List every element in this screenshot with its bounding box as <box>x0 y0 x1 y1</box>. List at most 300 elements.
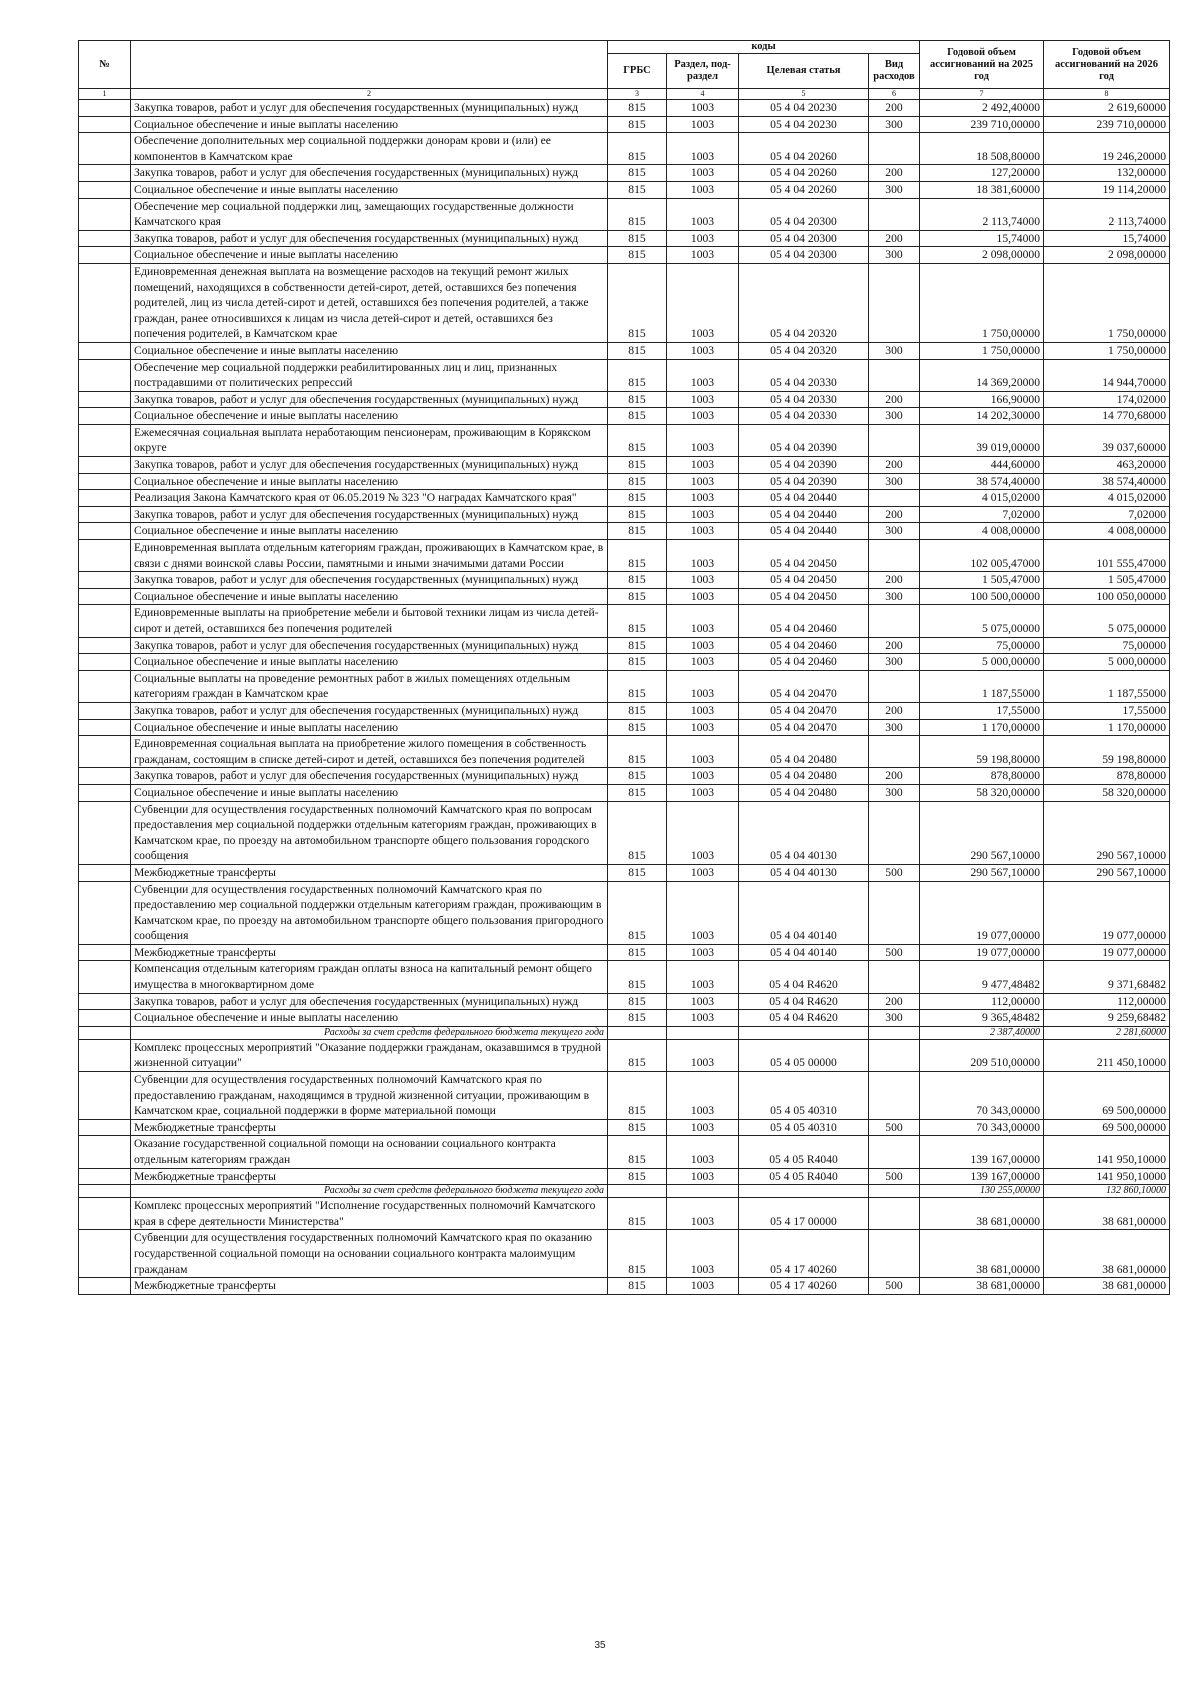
table-row <box>79 181 1170 198</box>
grbs-cell: 815 <box>608 719 667 736</box>
expense-type-cell <box>869 359 920 391</box>
row-number-cell <box>79 263 131 342</box>
amount-2026: 9 259,68482 <box>1044 1010 1170 1027</box>
table-row <box>79 864 1170 881</box>
razdel-cell: 1003 <box>667 523 739 540</box>
budget-sheet <box>78 40 1170 1295</box>
amount-2025: 18 381,60000 <box>920 181 1044 198</box>
row-name: Межбюджетные трансферты <box>131 864 608 881</box>
amount-2026: 101 555,47000 <box>1044 540 1170 572</box>
razdel-cell: 1003 <box>667 424 739 456</box>
razdel-cell: 1003 <box>667 133 739 165</box>
target-article-cell: 05 4 04 20390 <box>739 457 869 474</box>
row-name: Межбюджетные трансферты <box>131 1119 608 1136</box>
grbs-cell: 815 <box>608 1039 667 1071</box>
razdel-cell: 1003 <box>667 198 739 230</box>
amount-2025: 112,00000 <box>920 993 1044 1010</box>
table-row <box>79 1072 1170 1120</box>
grbs-cell: 815 <box>608 457 667 474</box>
grbs-cell: 815 <box>608 881 667 944</box>
grbs-cell: 815 <box>608 944 667 961</box>
razdel-cell: 1003 <box>667 1119 739 1136</box>
razdel-cell <box>667 1026 739 1039</box>
row-name: Социальное обеспечение и иные выплаты населению <box>131 473 608 490</box>
amount-2026: 290 567,10000 <box>1044 801 1170 864</box>
row-number-cell <box>79 490 131 507</box>
table-row <box>79 230 1170 247</box>
expense-type-cell: 300 <box>869 408 920 425</box>
expense-type-cell: 200 <box>869 391 920 408</box>
amount-2026: 1 750,00000 <box>1044 342 1170 359</box>
amount-2026: 878,80000 <box>1044 768 1170 785</box>
expense-type-cell: 300 <box>869 654 920 671</box>
expense-type-cell <box>869 490 920 507</box>
column-index: 1 <box>79 89 131 100</box>
amount-2026: 38 681,00000 <box>1044 1278 1170 1295</box>
grbs-cell: 815 <box>608 1119 667 1136</box>
row-name: Закупка товаров, работ и услуг для обеспечения государственных (муниципальных) нужд <box>131 100 608 117</box>
row-number-cell <box>79 116 131 133</box>
amount-2025: 70 343,00000 <box>920 1119 1044 1136</box>
row-name: Социальное обеспечение и иные выплаты населению <box>131 342 608 359</box>
expense-type-cell <box>869 1136 920 1168</box>
grbs-cell: 815 <box>608 801 667 864</box>
amount-2026: 2 098,00000 <box>1044 247 1170 264</box>
amount-2026: 19 114,20000 <box>1044 181 1170 198</box>
table-row <box>79 473 1170 490</box>
table-row <box>79 588 1170 605</box>
row-number-cell <box>79 165 131 182</box>
amount-2026: 59 198,80000 <box>1044 736 1170 768</box>
target-article-cell: 05 4 04 20440 <box>739 490 869 507</box>
row-name: Закупка товаров, работ и услуг для обеспечения государственных (муниципальных) нужд <box>131 637 608 654</box>
amount-2026: 141 950,10000 <box>1044 1136 1170 1168</box>
row-number-cell <box>79 1185 131 1198</box>
row-number-cell <box>79 181 131 198</box>
target-article-cell: 05 4 04 20470 <box>739 670 869 702</box>
header-name <box>131 41 608 89</box>
razdel-cell: 1003 <box>667 637 739 654</box>
table-row <box>79 457 1170 474</box>
row-name: Субвенции для осуществления государственных полномочий Камчатского края по предоставлению гражданам, находящимся в трудной жизненной ситуации, проживающим в Камчатском крае, социальной поддержки в форме материальной помощи <box>131 1072 608 1120</box>
table-row <box>79 1010 1170 1027</box>
row-number-cell <box>79 1168 131 1185</box>
target-article-cell: 05 4 04 20320 <box>739 263 869 342</box>
table-row <box>79 784 1170 801</box>
table-row <box>79 1136 1170 1168</box>
grbs-cell: 815 <box>608 523 667 540</box>
table-row <box>79 944 1170 961</box>
row-name: Обеспечение мер социальной поддержки лиц, замещающих государственные должности Камчатского края <box>131 198 608 230</box>
amount-2025: 2 387,40000 <box>920 1026 1044 1039</box>
table-row <box>79 670 1170 702</box>
expense-type-cell: 300 <box>869 784 920 801</box>
expense-type-cell <box>869 1230 920 1278</box>
target-article-cell: 05 4 04 20300 <box>739 247 869 264</box>
target-article-cell: 05 4 04 20390 <box>739 424 869 456</box>
header-grbs: ГРБС <box>608 54 667 89</box>
razdel-cell: 1003 <box>667 864 739 881</box>
table-row <box>79 540 1170 572</box>
expense-type-cell: 500 <box>869 944 920 961</box>
row-name: Социальные выплаты на проведение ремонтных работ в жилых помещениях отдельным категориям граждан в Камчатском крае <box>131 670 608 702</box>
expense-type-cell <box>869 670 920 702</box>
expense-type-cell: 200 <box>869 572 920 589</box>
row-name: Единовременные выплаты на приобретение мебели и бытовой техники лицам из числа детей-сирот и детей, оставшихся без попечения родителей <box>131 605 608 637</box>
row-number-cell <box>79 424 131 456</box>
amount-2026: 2 281,60000 <box>1044 1026 1170 1039</box>
row-number-cell <box>79 1039 131 1071</box>
table-row <box>79 961 1170 993</box>
amount-2026: 1 750,00000 <box>1044 263 1170 342</box>
target-article-cell: 05 4 04 20460 <box>739 637 869 654</box>
amount-2025: 209 510,00000 <box>920 1039 1044 1071</box>
amount-2026: 19 077,00000 <box>1044 881 1170 944</box>
expense-type-cell <box>869 736 920 768</box>
grbs-cell: 815 <box>608 654 667 671</box>
row-number-cell <box>79 719 131 736</box>
grbs-cell: 815 <box>608 165 667 182</box>
federal-label: Расходы за счет средств федерального бюджета текущего года <box>131 1026 608 1039</box>
table-row <box>79 100 1170 117</box>
amount-2026: 5 075,00000 <box>1044 605 1170 637</box>
grbs-cell: 815 <box>608 198 667 230</box>
razdel-cell: 1003 <box>667 247 739 264</box>
row-number-cell <box>79 993 131 1010</box>
table-row <box>79 605 1170 637</box>
row-name: Социальное обеспечение и иные выплаты населению <box>131 247 608 264</box>
amount-2025: 14 202,30000 <box>920 408 1044 425</box>
federal-budget-row <box>79 1026 1170 1039</box>
table-row <box>79 506 1170 523</box>
amount-2026: 1 187,55000 <box>1044 670 1170 702</box>
row-number-cell <box>79 1072 131 1120</box>
amount-2026: 4 008,00000 <box>1044 523 1170 540</box>
expense-type-cell: 200 <box>869 637 920 654</box>
amount-2025: 290 567,10000 <box>920 801 1044 864</box>
table-row <box>79 768 1170 785</box>
razdel-cell: 1003 <box>667 408 739 425</box>
amount-2026: 174,02000 <box>1044 391 1170 408</box>
grbs-cell: 815 <box>608 490 667 507</box>
grbs-cell: 815 <box>608 1136 667 1168</box>
header-number: № <box>79 41 131 89</box>
razdel-cell: 1003 <box>667 263 739 342</box>
razdel-cell: 1003 <box>667 165 739 182</box>
amount-2025: 7,02000 <box>920 506 1044 523</box>
budget-table <box>78 40 1170 1295</box>
target-article-cell: 05 4 04 20460 <box>739 605 869 637</box>
target-article-cell: 05 4 04 20450 <box>739 572 869 589</box>
row-number-cell <box>79 654 131 671</box>
amount-2026: 69 500,00000 <box>1044 1119 1170 1136</box>
target-article-cell: 05 4 04 20330 <box>739 391 869 408</box>
target-article-cell: 05 4 04 20330 <box>739 359 869 391</box>
expense-type-cell: 300 <box>869 473 920 490</box>
row-number-cell <box>79 408 131 425</box>
expense-type-cell: 300 <box>869 1010 920 1027</box>
row-name: Единовременная социальная выплата на приобретение жилого помещения в собственность гражданам, состоящим в списке детей-сирот и детей, оставшихся без попечения родителей <box>131 736 608 768</box>
amount-2025: 4 015,02000 <box>920 490 1044 507</box>
row-name: Закупка товаров, работ и услуг для обеспечения государственных (муниципальных) нужд <box>131 391 608 408</box>
amount-2025: 130 255,00000 <box>920 1185 1044 1198</box>
table-row <box>79 165 1170 182</box>
table-row <box>79 1278 1170 1295</box>
target-article-cell: 05 4 04 40140 <box>739 944 869 961</box>
amount-2026: 100 050,00000 <box>1044 588 1170 605</box>
expense-type-cell <box>869 801 920 864</box>
header-year-2026: Годовой объем ассигнований на 2026 год <box>1044 41 1170 89</box>
razdel-cell: 1003 <box>667 230 739 247</box>
row-name: Социальное обеспечение и иные выплаты населению <box>131 181 608 198</box>
amount-2026: 9 371,68482 <box>1044 961 1170 993</box>
row-number-cell <box>79 230 131 247</box>
amount-2025: 2 492,40000 <box>920 100 1044 117</box>
row-name: Субвенции для осуществления государственных полномочий Камчатского края по вопросам предоставления мер социальной поддержки отдельным категориям граждан, проживающих в Камчатском крае, по проезду на автомобильном транспорте общего пользования городского сообщения <box>131 801 608 864</box>
amount-2026: 38 574,40000 <box>1044 473 1170 490</box>
header-codes: коды <box>608 41 920 54</box>
amount-2026: 75,00000 <box>1044 637 1170 654</box>
row-name: Закупка товаров, работ и услуг для обеспечения государственных (муниципальных) нужд <box>131 702 608 719</box>
target-article-cell: 05 4 05 00000 <box>739 1039 869 1071</box>
amount-2025: 5 075,00000 <box>920 605 1044 637</box>
amount-2026: 7,02000 <box>1044 506 1170 523</box>
table-row <box>79 993 1170 1010</box>
header-expense-type: Вид расходов <box>869 54 920 89</box>
row-number-cell <box>79 1026 131 1039</box>
expense-type-cell: 500 <box>869 1278 920 1295</box>
amount-2026: 14 944,70000 <box>1044 359 1170 391</box>
grbs-cell <box>608 1026 667 1039</box>
row-name: Межбюджетные трансферты <box>131 1168 608 1185</box>
federal-budget-row <box>79 1185 1170 1198</box>
amount-2025: 4 008,00000 <box>920 523 1044 540</box>
table-row <box>79 490 1170 507</box>
razdel-cell: 1003 <box>667 801 739 864</box>
razdel-cell: 1003 <box>667 784 739 801</box>
row-number-cell <box>79 247 131 264</box>
grbs-cell: 815 <box>608 1072 667 1120</box>
table-row <box>79 1230 1170 1278</box>
razdel-cell: 1003 <box>667 993 739 1010</box>
razdel-cell: 1003 <box>667 1168 739 1185</box>
amount-2025: 5 000,00000 <box>920 654 1044 671</box>
expense-type-cell: 200 <box>869 768 920 785</box>
expense-type-cell: 500 <box>869 1119 920 1136</box>
amount-2025: 1 187,55000 <box>920 670 1044 702</box>
razdel-cell: 1003 <box>667 736 739 768</box>
amount-2025: 17,55000 <box>920 702 1044 719</box>
target-article-cell: 05 4 04 40130 <box>739 801 869 864</box>
amount-2026: 211 450,10000 <box>1044 1039 1170 1071</box>
row-name: Закупка товаров, работ и услуг для обеспечения государственных (муниципальных) нужд <box>131 572 608 589</box>
row-number-cell <box>79 342 131 359</box>
grbs-cell: 815 <box>608 1278 667 1295</box>
row-name: Социальное обеспечение и иные выплаты населению <box>131 784 608 801</box>
razdel-cell: 1003 <box>667 702 739 719</box>
row-name: Социальное обеспечение и иные выплаты населению <box>131 719 608 736</box>
header-year-2025: Годовой объем ассигнований на 2025 год <box>920 41 1044 89</box>
amount-2025: 102 005,47000 <box>920 540 1044 572</box>
target-article-cell: 05 4 17 00000 <box>739 1198 869 1230</box>
razdel-cell: 1003 <box>667 116 739 133</box>
expense-type-cell <box>869 1185 920 1198</box>
amount-2025: 100 500,00000 <box>920 588 1044 605</box>
expense-type-cell <box>869 424 920 456</box>
expense-type-cell: 300 <box>869 588 920 605</box>
amount-2026: 69 500,00000 <box>1044 1072 1170 1120</box>
row-number-cell <box>79 1136 131 1168</box>
amount-2026: 463,20000 <box>1044 457 1170 474</box>
razdel-cell: 1003 <box>667 1010 739 1027</box>
table-row <box>79 1198 1170 1230</box>
amount-2025: 1 750,00000 <box>920 263 1044 342</box>
row-name: Закупка товаров, работ и услуг для обеспечения государственных (муниципальных) нужд <box>131 165 608 182</box>
razdel-cell: 1003 <box>667 342 739 359</box>
expense-type-cell: 200 <box>869 702 920 719</box>
expense-type-cell <box>869 1026 920 1039</box>
table-row <box>79 736 1170 768</box>
grbs-cell: 815 <box>608 637 667 654</box>
target-article-cell: 05 4 04 20260 <box>739 133 869 165</box>
header-razdel: Раздел, под-раздел <box>667 54 739 89</box>
amount-2025: 1 170,00000 <box>920 719 1044 736</box>
row-name: Закупка товаров, работ и услуг для обеспечения государственных (муниципальных) нужд <box>131 506 608 523</box>
table-row <box>79 1168 1170 1185</box>
expense-type-cell <box>869 1039 920 1071</box>
grbs-cell: 815 <box>608 1230 667 1278</box>
table-row <box>79 247 1170 264</box>
grbs-cell: 815 <box>608 263 667 342</box>
razdel-cell: 1003 <box>667 1278 739 1295</box>
grbs-cell: 815 <box>608 391 667 408</box>
amount-2026: 19 077,00000 <box>1044 944 1170 961</box>
expense-type-cell: 300 <box>869 719 920 736</box>
amount-2026: 19 246,20000 <box>1044 133 1170 165</box>
row-number-cell <box>79 506 131 523</box>
expense-type-cell: 200 <box>869 457 920 474</box>
target-article-cell: 05 4 04 R4620 <box>739 1010 869 1027</box>
row-number-cell <box>79 473 131 490</box>
amount-2025: 38 574,40000 <box>920 473 1044 490</box>
amount-2025: 127,20000 <box>920 165 1044 182</box>
row-number-cell <box>79 768 131 785</box>
grbs-cell: 815 <box>608 1198 667 1230</box>
razdel-cell: 1003 <box>667 540 739 572</box>
grbs-cell: 815 <box>608 100 667 117</box>
column-index: 7 <box>920 89 1044 100</box>
expense-type-cell: 300 <box>869 247 920 264</box>
target-article-cell: 05 4 17 40260 <box>739 1278 869 1295</box>
row-number-cell <box>79 864 131 881</box>
amount-2025: 444,60000 <box>920 457 1044 474</box>
grbs-cell: 815 <box>608 181 667 198</box>
column-index: 6 <box>869 89 920 100</box>
grbs-cell: 815 <box>608 670 667 702</box>
target-article-cell: 05 4 04 20390 <box>739 473 869 490</box>
amount-2026: 39 037,60000 <box>1044 424 1170 456</box>
table-row <box>79 391 1170 408</box>
razdel-cell: 1003 <box>667 490 739 507</box>
expense-type-cell: 300 <box>869 116 920 133</box>
razdel-cell: 1003 <box>667 961 739 993</box>
row-name: Компенсация отдельным категориям граждан оплаты взноса на капитальный ремонт общего имущества в многоквартирном доме <box>131 961 608 993</box>
razdel-cell: 1003 <box>667 1039 739 1071</box>
target-article-cell: 05 4 04 20450 <box>739 540 869 572</box>
amount-2026: 38 681,00000 <box>1044 1198 1170 1230</box>
row-name: Субвенции для осуществления государственных полномочий Камчатского края по оказанию государственной социальной помощи на основании социального контракта малоимущим гражданам <box>131 1230 608 1278</box>
row-name: Социальное обеспечение и иные выплаты населению <box>131 1010 608 1027</box>
amount-2025: 19 077,00000 <box>920 881 1044 944</box>
grbs-cell: 815 <box>608 408 667 425</box>
row-name: Межбюджетные трансферты <box>131 1278 608 1295</box>
row-number-cell <box>79 359 131 391</box>
amount-2025: 18 508,80000 <box>920 133 1044 165</box>
amount-2025: 2 113,74000 <box>920 198 1044 230</box>
page-number: 35 <box>594 1640 606 1651</box>
row-name: Обеспечение дополнительных мер социальной поддержки донорам крови и (или) ее компонентов в Камчатском крае <box>131 133 608 165</box>
row-name: Социальное обеспечение и иные выплаты населению <box>131 116 608 133</box>
row-name: Субвенции для осуществления государственных полномочий Камчатского края по предоставлению мер социальной поддержки отдельным категориям граждан, проживающим в Камчатском крае, по проезду на автомобильном транспорте общего пользования пригородного сообщения <box>131 881 608 944</box>
target-article-cell: 05 4 04 40140 <box>739 881 869 944</box>
row-name: Комплекс процессных мероприятий "Оказание поддержки гражданам, оказавшимся в трудной жизненной ситуации" <box>131 1039 608 1071</box>
amount-2026: 132,00000 <box>1044 165 1170 182</box>
razdel-cell: 1003 <box>667 670 739 702</box>
target-article-cell <box>739 1026 869 1039</box>
razdel-cell <box>667 1185 739 1198</box>
target-article-cell: 05 4 04 20480 <box>739 784 869 801</box>
table-row <box>79 359 1170 391</box>
row-name: Обеспечение мер социальной поддержки реабилитированных лиц и лиц, признанных пострадавшими от политических репрессий <box>131 359 608 391</box>
razdel-cell: 1003 <box>667 457 739 474</box>
row-number-cell <box>79 1230 131 1278</box>
target-article-cell: 05 4 04 20230 <box>739 116 869 133</box>
amount-2026: 239 710,00000 <box>1044 116 1170 133</box>
amount-2026: 38 681,00000 <box>1044 1230 1170 1278</box>
amount-2026: 1 170,00000 <box>1044 719 1170 736</box>
target-article-cell <box>739 1185 869 1198</box>
amount-2025: 75,00000 <box>920 637 1044 654</box>
target-article-cell: 05 4 04 20460 <box>739 654 869 671</box>
expense-type-cell <box>869 198 920 230</box>
grbs-cell: 815 <box>608 473 667 490</box>
amount-2025: 58 320,00000 <box>920 784 1044 801</box>
row-number-cell <box>79 588 131 605</box>
grbs-cell: 815 <box>608 572 667 589</box>
target-article-cell: 05 4 04 20260 <box>739 181 869 198</box>
table-row <box>79 719 1170 736</box>
amount-2025: 9 365,48482 <box>920 1010 1044 1027</box>
grbs-cell: 815 <box>608 1010 667 1027</box>
amount-2025: 38 681,00000 <box>920 1278 1044 1295</box>
target-article-cell: 05 4 04 20470 <box>739 702 869 719</box>
amount-2026: 58 320,00000 <box>1044 784 1170 801</box>
row-number-cell <box>79 100 131 117</box>
razdel-cell: 1003 <box>667 768 739 785</box>
expense-type-cell: 200 <box>869 165 920 182</box>
target-article-cell: 05 4 17 40260 <box>739 1230 869 1278</box>
amount-2025: 39 019,00000 <box>920 424 1044 456</box>
target-article-cell: 05 4 04 20450 <box>739 588 869 605</box>
table-row <box>79 424 1170 456</box>
amount-2026: 2 113,74000 <box>1044 198 1170 230</box>
column-index: 4 <box>667 89 739 100</box>
grbs-cell: 815 <box>608 359 667 391</box>
razdel-cell: 1003 <box>667 1230 739 1278</box>
grbs-cell: 815 <box>608 605 667 637</box>
razdel-cell: 1003 <box>667 1136 739 1168</box>
expense-type-cell <box>869 263 920 342</box>
